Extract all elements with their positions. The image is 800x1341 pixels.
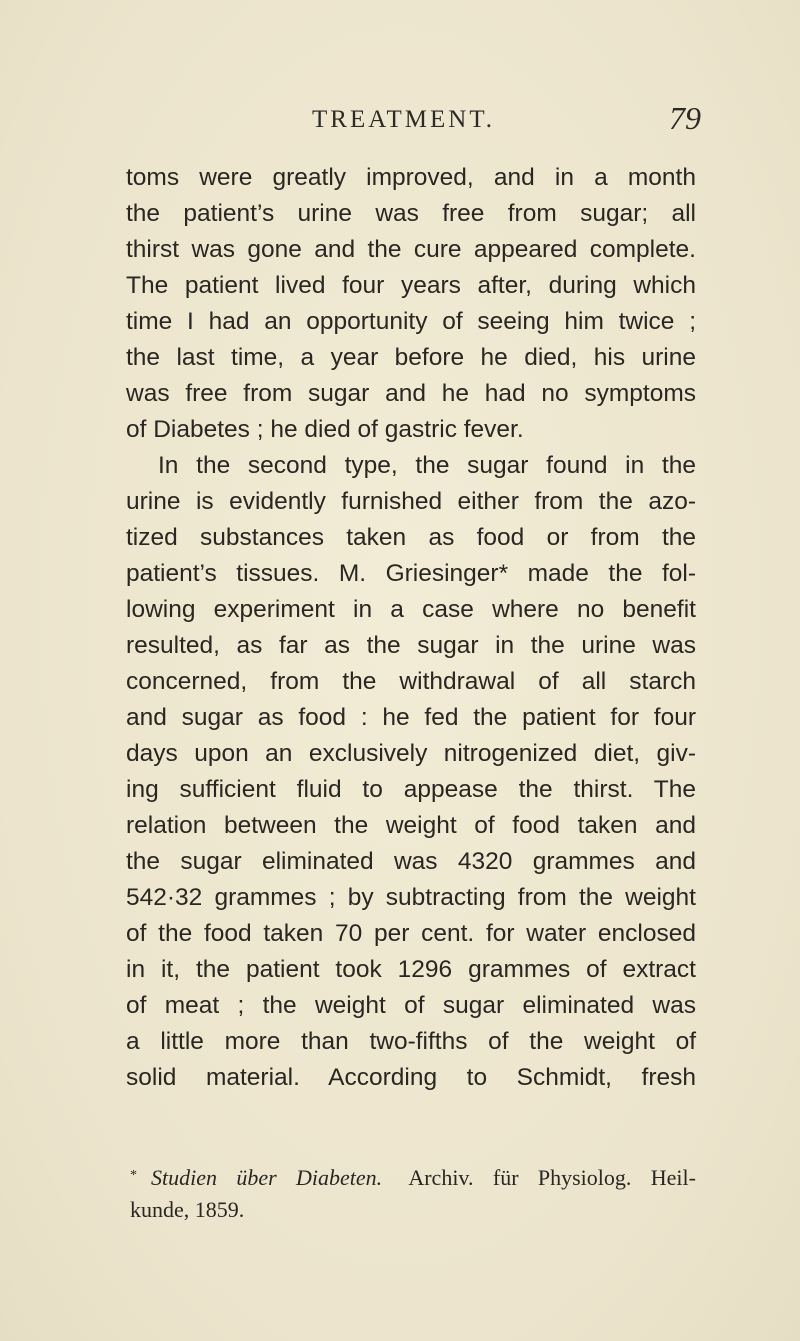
body-text [126, 160, 696, 1096]
text-line: relation between the weight of food taken and [126, 812, 696, 839]
footnote [130, 1162, 696, 1226]
text-line: resulted, as far as the sugar in the urine was [126, 632, 696, 659]
text-line: and sugar as food : he fed the patient for four [126, 704, 696, 731]
text-line: days upon an exclusively nitrogenized diet, giv- [126, 740, 696, 767]
text-line: of the food taken 70 per cent. for water enclosed [126, 920, 696, 947]
text-line: urine is evidently furnished either from the azo- [126, 488, 696, 515]
running-title: TREATMENT. [312, 106, 495, 133]
text-line: a little more than two-fifths of the weight of [126, 1028, 696, 1055]
text-line: tized substances taken as food or from the [126, 524, 696, 551]
text-line: of meat ; the weight of sugar eliminated was [126, 992, 696, 1019]
footnote-line [130, 1162, 696, 1194]
text-line: the last time, a year before he died, his urine [126, 344, 696, 371]
text-line: time I had an opportunity of seeing him twice ; [126, 308, 696, 335]
text-line: the sugar eliminated was 4320 grammes and [126, 848, 696, 875]
text-line: lowing experiment in a case where no benefit [126, 596, 696, 623]
footnote-line: kunde, 1859. [130, 1197, 245, 1222]
text-line: of Diabetes ; he died of gastric fever. [126, 416, 524, 443]
text-line: the patient’s urine was free from sugar; all [126, 200, 696, 227]
text-line: was free from sugar and he had no symptoms [126, 380, 696, 407]
footnote-source: Archiv. für Physiolog. Heil- [408, 1165, 696, 1190]
text-line: solid material. According to Schmidt, fresh [126, 1064, 696, 1091]
footnote-title: Studien über Diabeten. [151, 1165, 383, 1190]
footnote-marker: * [130, 1168, 137, 1183]
text-line: in it, the patient took 1296 grammes of extract [126, 956, 696, 983]
text-line: 542·32 grammes ; by subtracting from the weight [126, 884, 696, 911]
text-line: In the second type, the sugar found in the [158, 452, 696, 479]
text-line: patient’s tissues. M. Griesinger* made the fol- [126, 560, 696, 587]
text-line: concerned, from the withdrawal of all starch [126, 668, 696, 695]
text-line: ing sufficient fluid to appease the thirst. The [126, 776, 696, 803]
text-line: thirst was gone and the cure appeared complete. [126, 236, 696, 263]
text-line: toms were greatly improved, and in a month [126, 164, 696, 191]
text-line: The patient lived four years after, during which [126, 272, 696, 299]
page-number: 79 [669, 100, 701, 136]
